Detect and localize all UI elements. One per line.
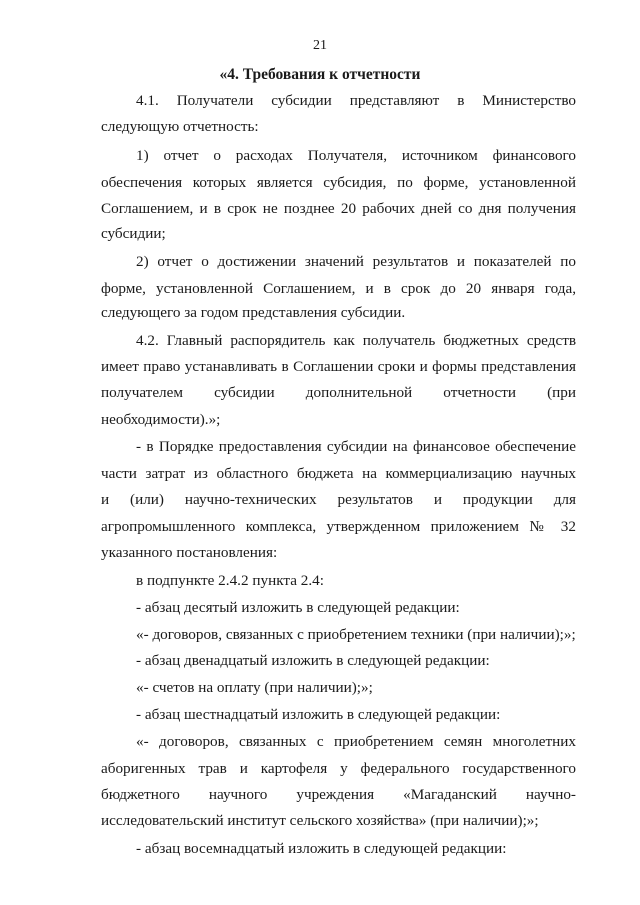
subpoint-line: в подпункте 2.4.2 пункта 2.4: (136, 572, 324, 589)
seeds-paragraph-line-1: «- договоров, связанных с приобретением семян многолетних (136, 733, 576, 750)
section-heading: «4. Требования к отчетности (219, 66, 421, 83)
item-1-line-2: обеспечения которых является субсидия, по форме, установленной (101, 174, 576, 191)
paragraph-4-1-line-1: 4.1. Получатели субсидии представляют в Министерство (136, 92, 576, 109)
contracts-equipment-line: «- договоров, связанных с приобретением техники (при наличии);»; (136, 626, 576, 643)
item-1-line-4: субсидии; (101, 225, 166, 242)
invoices-line: «- счетов на оплату (при наличии);»; (136, 679, 373, 696)
item-2-line-2: форме, установленной Соглашением, и в срок до 20 января года, (101, 280, 576, 297)
paragraph-4-2-line-1: 4.2. Главный распорядитель как получатель бюджетных средств (136, 332, 576, 349)
paragraph-4-1-line-2: следующую отчетность: (101, 118, 259, 135)
seeds-paragraph-line-2: аборигенных трав и картофеля у федерального государственного (101, 760, 576, 777)
order-paragraph-line-4: агропромышленного комплекса, утвержденном приложением № 32 (101, 518, 576, 535)
order-paragraph-line-2: части затрат из областного бюджета на коммерциализацию научных (101, 465, 576, 482)
paragraph-4-2-line-4: необходимости).»; (101, 411, 221, 428)
page-number: 21 (313, 38, 327, 53)
order-paragraph-line-5: указанного постановления: (101, 544, 278, 561)
paragraph-4-2-line-3: получателем субсидии дополнительной отчетности (при (101, 384, 576, 401)
item-1-line-3: Соглашением, и в срок не позднее 20 рабочих дней со дня получения (101, 200, 576, 217)
paragraph-4-2-line-2: имеет право устанавливать в Соглашении сроки и формы представления (101, 358, 576, 375)
paragraph-twelfth-line: - абзац двенадцатый изложить в следующей редакции: (136, 652, 490, 669)
seeds-paragraph-line-4: исследовательский институт сельского хозяйства» (при наличии);»; (101, 812, 539, 829)
paragraph-eighteenth-line: - абзац восемнадцатый изложить в следующей редакции: (136, 840, 507, 857)
item-2-line-1: 2) отчет о достижении значений результатов и показателей по (136, 253, 576, 270)
paragraph-sixteenth-line: - абзац шестнадцатый изложить в следующей редакции: (136, 706, 501, 723)
order-paragraph-line-3: и (или) научно-технических результатов и продукции для (101, 491, 576, 508)
item-1-line-1: 1) отчет о расходах Получателя, источником финансового (136, 147, 576, 164)
seeds-paragraph-line-3: бюджетного научного учреждения «Магаданский научно- (101, 786, 576, 803)
paragraph-tenth-line: - абзац десятый изложить в следующей редакции: (136, 599, 460, 616)
order-paragraph-line-1: - в Порядке предоставления субсидии на финансовое обеспечение (136, 438, 576, 455)
item-2-line-3: следующего за годом представления субсидии. (101, 304, 406, 321)
